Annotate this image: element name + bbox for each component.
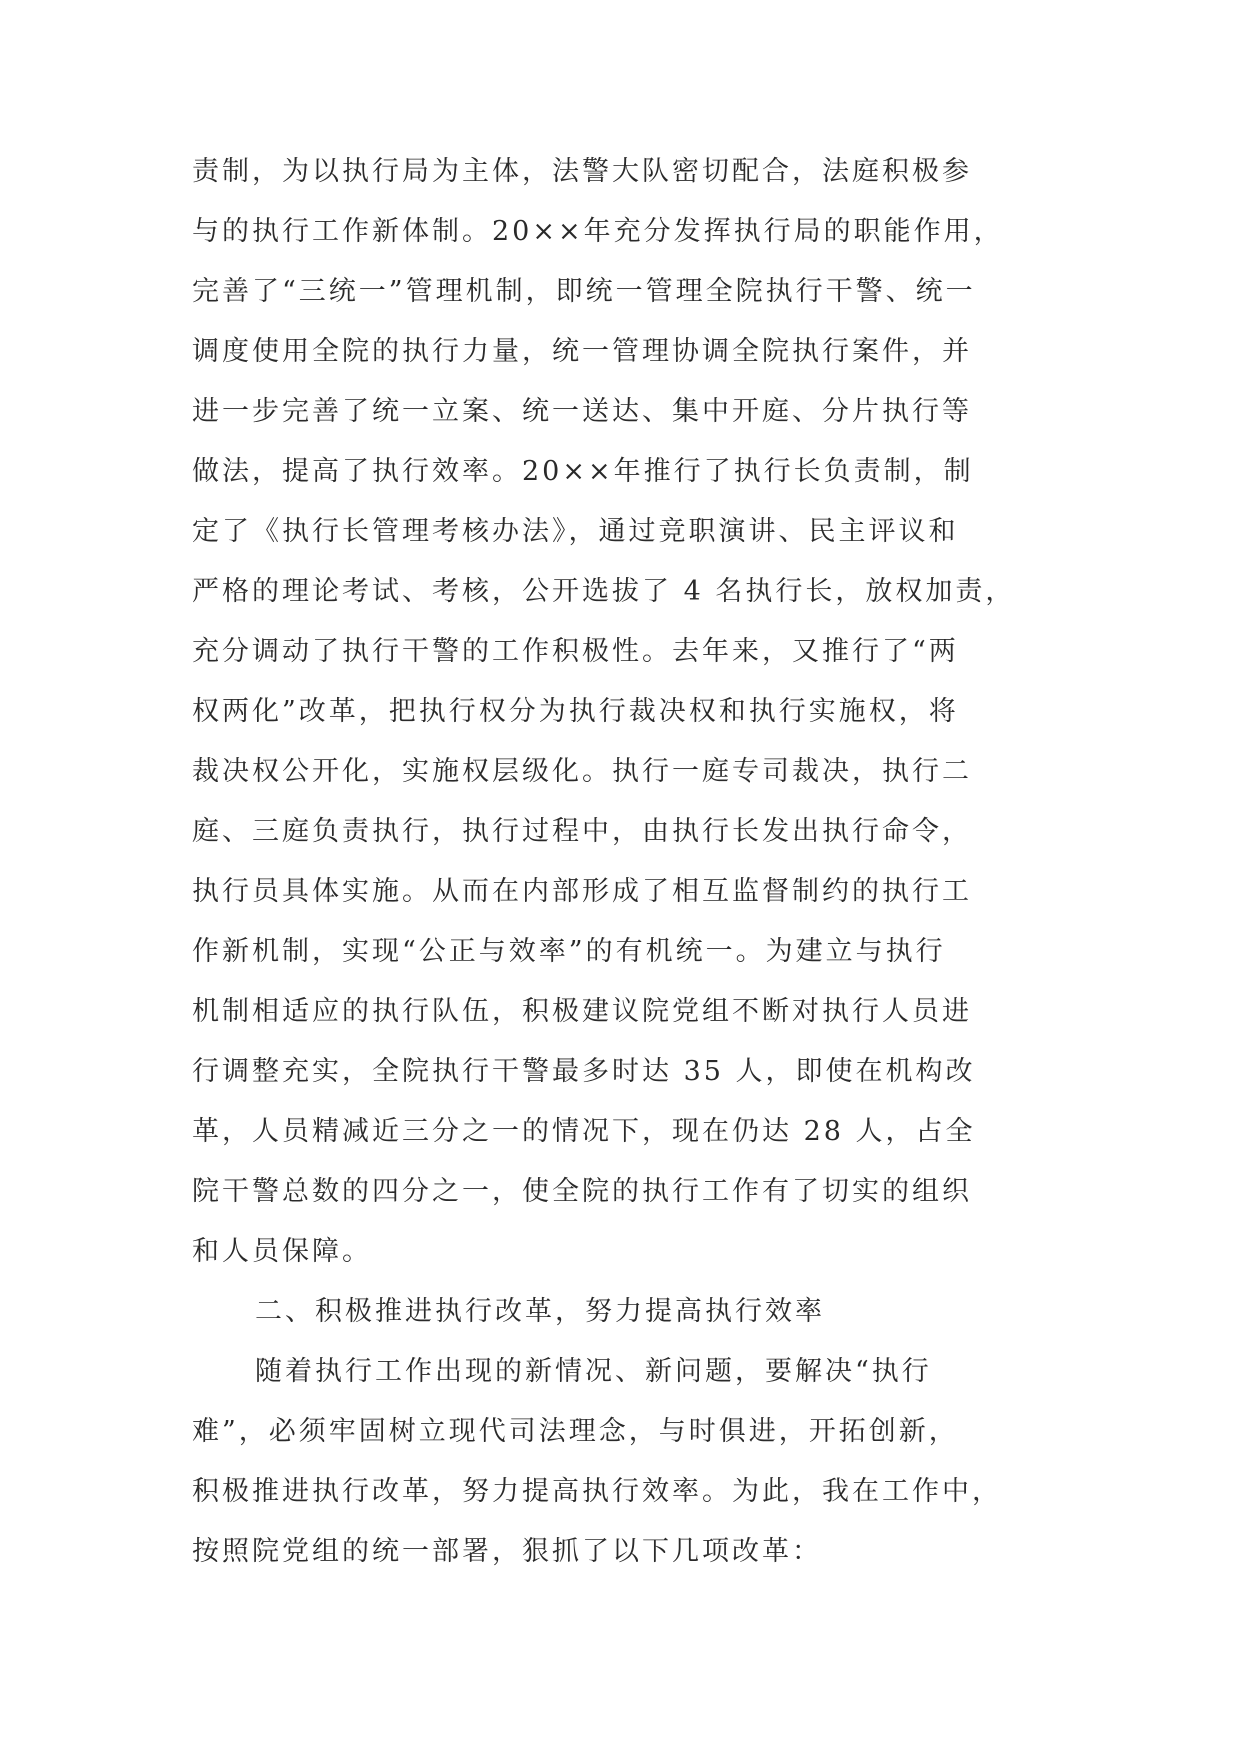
- body-text-line: 院干警总数的四分之一，使全院的执行工作有了切实的组织: [192, 1176, 972, 1207]
- body-text-line: 权两化”改革，把执行权分为执行裁决权和执行实施权，将: [192, 696, 959, 727]
- body-text-line: 执行员具体实施。从而在内部形成了相互监督制约的执行工: [192, 876, 972, 907]
- body-text-line: 机制相适应的执行队伍，积极建议院党组不断对执行人员进: [192, 996, 972, 1027]
- body-text-line: 严格的理论考试、考核，公开选拔了 4 名执行长，放权加责，: [192, 576, 1016, 607]
- body-text-line: 和人员保障。: [192, 1236, 372, 1267]
- section-heading: 二、积极推进执行改革，努力提高执行效率: [255, 1296, 825, 1327]
- body-text-line: 革，人员精减近三分之一的情况下，现在仍达 28 人，占全: [192, 1116, 976, 1147]
- body-text-line: 按照院党组的统一部署，狠抓了以下几项改革：: [192, 1536, 822, 1567]
- body-text-line: 完善了“三统一”管理机制，即统一管理全院执行干警、统一: [192, 276, 976, 307]
- body-text-line: 难”，必须牢固树立现代司法理念，与时俱进，开拓创新，: [192, 1416, 959, 1447]
- body-text-line: 与的执行工作新体制。20××年充分发挥执行局的职能作用，: [192, 216, 1004, 247]
- body-text-line: 调度使用全院的执行力量，统一管理协调全院执行案件，并: [192, 336, 972, 367]
- body-text-line: 随着执行工作出现的新情况、新问题，要解决“执行: [255, 1356, 932, 1387]
- body-text-line: 行调整充实，全院执行干警最多时达 35 人，即使在机构改: [192, 1056, 976, 1087]
- body-text-line: 定了《执行长管理考核办法》，通过竞职演讲、民主评议和: [192, 516, 959, 547]
- body-text-line: 进一步完善了统一立案、统一送达、集中开庭、分片执行等: [192, 396, 972, 427]
- body-text-line: 做法，提高了执行效率。20××年推行了执行长负责制，制: [192, 456, 974, 487]
- body-text-line: 充分调动了执行干警的工作积极性。去年来，又推行了“两: [192, 636, 959, 667]
- body-text-line: 积极推进执行改革，努力提高执行效率。为此，我在工作中，: [192, 1476, 1002, 1507]
- body-text-line: 作新机制，实现“公正与效率”的有机统一。为建立与执行: [192, 936, 946, 967]
- body-text-line: 责制，为以执行局为主体，法警大队密切配合，法庭积极参: [192, 156, 972, 187]
- body-text-line: 庭、三庭负责执行，执行过程中，由执行长发出执行命令，: [192, 816, 972, 847]
- body-text-line: 裁决权公开化，实施权层级化。执行一庭专司裁决，执行二: [192, 756, 972, 787]
